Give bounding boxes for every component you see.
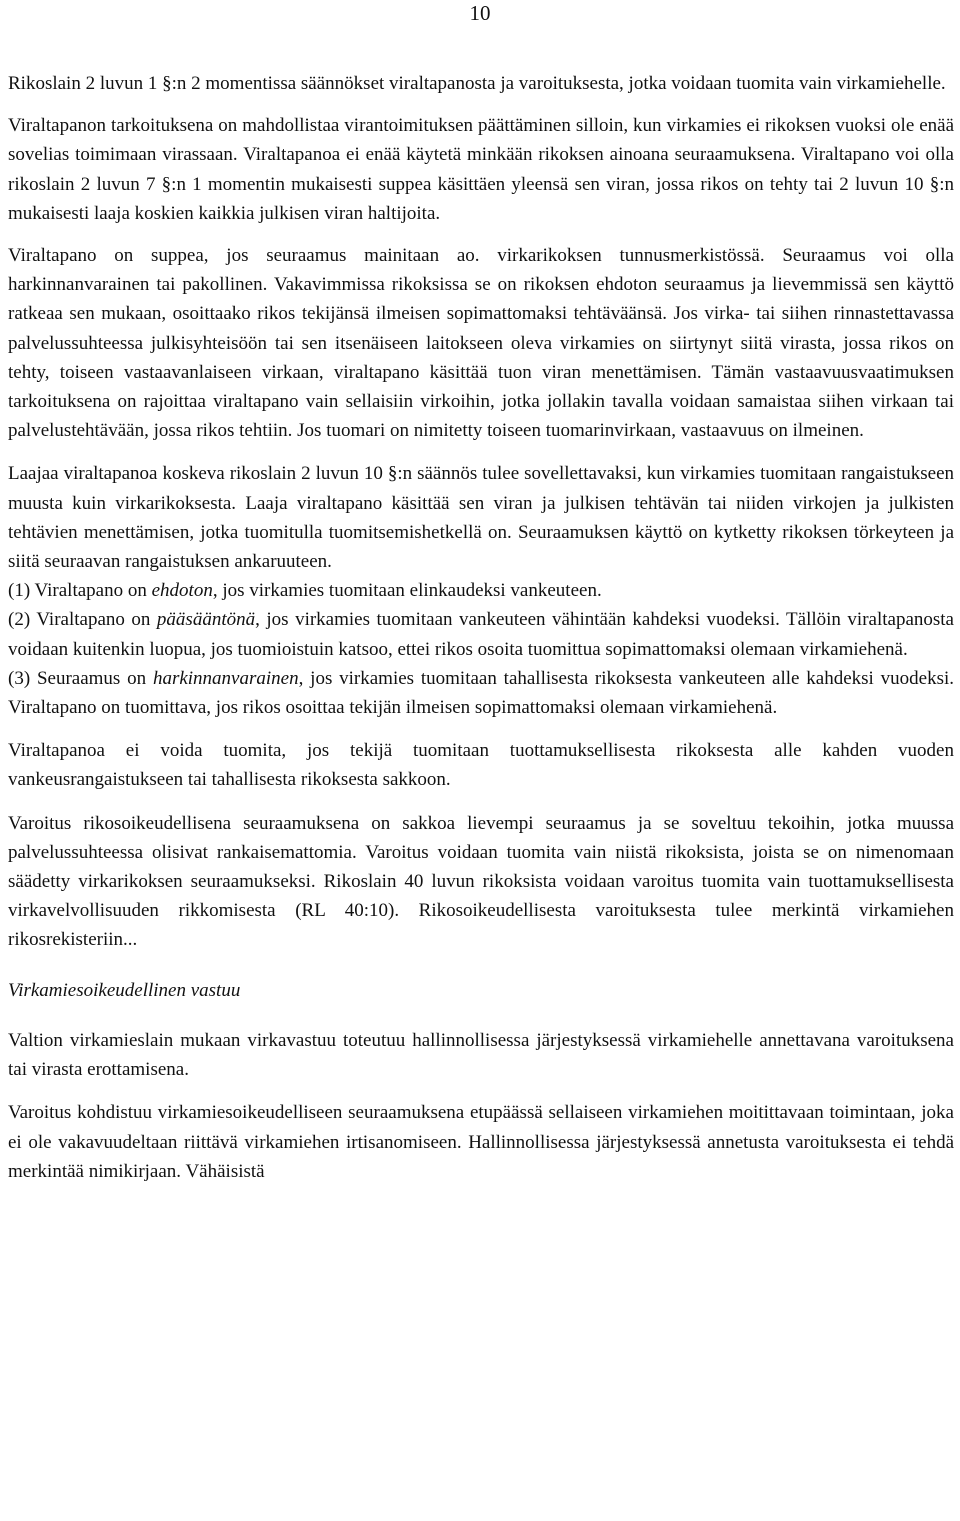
paragraph-intro: Rikoslain 2 luvun 1 §:n 2 momentissa säännökset viraltapanosta ja varoituksesta, jotka voidaan tuomita vain virkamiehelle.	[8, 73, 946, 94]
paragraph-suppea-viraltapano: Viraltapano on suppea, jos seuraamus mainitaan ao. virkarikoksen tunnusmerkistössä. Seuraamus voi olla harkinnanvarainen tai pakollinen. Vakavimmissa rikoksissa se on rikoksen ehdoton seuraamus ja lievemmissä sen käyttö ratkeaa sen mukaan, osoittaako rikos tekijänsä ilmeisen sopimattomaksi tehtäväänsä. Jos virka- tai siihen rinnastettavassa palvelussuhteessa julkisyhteisöön tai sen itsenäiseen laitokseen oleva virkamies on siirtynyt siitä virasta, jossa rikos on tehty, toiseen vastaavanlaiseen virkaan, viraltapano käsittää tuon viran menettämisen. Tämän vastaavuusvaatimuksen tarkoituksena on rajoittaa viraltapano vain sellaisiin virkoihin, jotka jollakin tavalla voidaan samaistaa siihen virkaan tai palvelustehtävään, jossa rikos tehtiin. Jos tuomari on nimitetty toiseen tuomarinvirkaan, vastaavuus on ilmeinen.	[8, 245, 954, 442]
list-item-2: (2) Viraltapano on pääsääntönä, jos virkamies tuomitaan vankeuteen vähintään kahdeksi vuodeksi. Tällöin viraltapanosta voidaan kuitenkin luopua, jos tuomioistuin katsoo, ettei rikos osoita tuomittua sopimattomaksi olemaan virkamiehenä.	[8, 609, 954, 660]
document-body	[8, 69, 954, 1186]
paragraph-laaja-viraltapano: Laajaa viraltapanoa koskeva rikoslain 2 luvun 10 §:n säännös tulee sovellettavaksi, kun virkamies tuomitaan rangaistukseen muusta kuin virkarikoksesta. Laaja viraltapano käsittää sen viran ja julkisen tehtävän tai niiden virkojen ja julkisten tehtävien menettämisen, jotka tuomitulla tuomitsemishetkellä on. Seuraamuksen käyttö on kytketty rikoksen törkeyteen ja siitä seuraavan rangaistuksen ankaruuteen.	[8, 463, 954, 573]
paragraph-ei-voida-tuomita: Viraltapanoa ei voida tuomita, jos tekijä tuomitaan tuottamuksellisesta rikoksesta alle kahden vuoden vankeusrangaistukseen tai tahallisesta rikoksesta sakkoon.	[8, 740, 954, 791]
page-number: 10	[469, 1, 491, 25]
paragraph-varoitus: Varoitus rikosoikeudellisena seuraamuksena on sakkoa lievempi seuraamus ja se soveltuu tekoihin, jotka muussa palvelussuhteessa olisivat rankaisemattomia. Varoitus voidaan tuomita vain niistä rikoksista, joista se on nimenomaan säädetty virkarikoksen seuraamukseksi. Rikoslain 40 luvun rikoksista voidaan varoitus tuomita vain tuottamuksellisesta virkavelvollisuuden rikkomisesta (RL 40:10). Rikosoikeudellisesta varoituksesta tulee merkintä virkamiehen rikosrekisteriin...	[8, 812, 954, 951]
paragraph-viraltapanon-tarkoitus: Viraltapanon tarkoituksena on mahdollistaa virantoimituksen päättäminen silloin, kun virkamies ei rikoksen vuoksi ole enää sovelias toimimaan virassaan. Viraltapanoa ei enää käytetä minkään rikoksen ainoana seuraamuksena. Viraltapano voi olla rikoslain 2 luvun 7 §:n 1 momentin mukaisesti suppea käsittäen yleensä sen viran, jossa rikos on tehty tai 2 luvun 10 §:n mukaisesti laaja koskien kaikkia julkisen viran haltijoita.	[8, 115, 954, 224]
paragraph-varoitus-kohdistuu: Varoitus kohdistuu virkamiesoikeudelliseen seuraamuksena etupäässä sellaiseen virkamiehen moitittavaan toimintaan, joka ei ole vakavuudeltaan riittävä virkamiehen irtisanomiseen. Hallinnollisessa järjestyksessä annetusta varoituksesta ei tehdä merkintää nimikirjaan. Vähäisistä	[8, 1102, 954, 1182]
list-item-1: (1) Viraltapano on ehdoton, jos virkamies tuomitaan elinkaudeksi vankeuteen.	[8, 580, 602, 602]
section-heading: Virkamiesoikeudellinen vastuu	[8, 979, 241, 1001]
list-item-3: (3) Seuraamus on harkinnanvarainen, jos virkamies tuomitaan tahallisesta rikoksesta vankeuteen alle kahdeksi vuodeksi. Viraltapano on tuomittava, jos rikos osoittaa tekijän ilmeisen sopimattomaksi olemaan virkamiehenä.	[8, 667, 954, 719]
paragraph-valtion-virkamieslaki: Valtion virkamieslain mukaan virkavastuu toteutuu hallinnollisessa järjestyksessä virkamiehelle annettavana varoituksena tai virasta erottamisena.	[8, 1029, 954, 1081]
